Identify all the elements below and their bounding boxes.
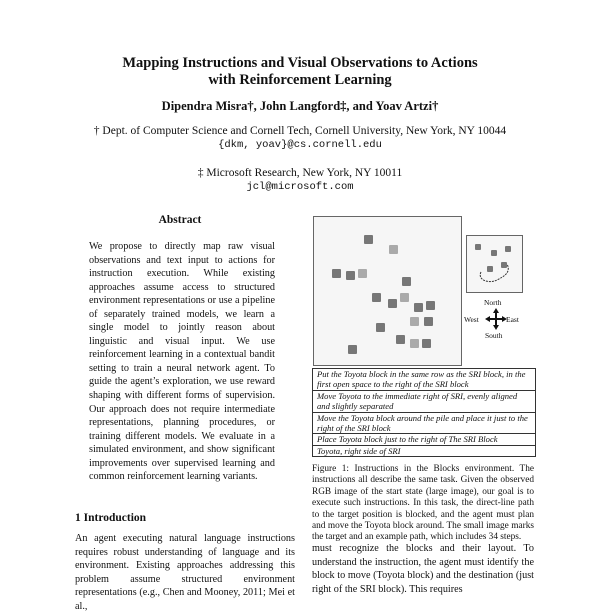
block	[410, 317, 419, 326]
block	[491, 250, 497, 256]
instruction-row: Move the Toyota block around the pile and place it just to the right of the SRI block	[313, 413, 535, 435]
abstract-text: We propose to directly map raw visual observations and text input to actions for instruction execution. While existing approaches assume access to structured environment representations or use a pipeline of separately trained models, we learn a single model to jointly reason about linguistic and visual input. We use reinforcement learning in a contextual bandit setting to train a neural network agent. To guide the agent’s exploration, we use reward shaping with different forms of supervision. Our approach does not require intermediate representations, planning procedures, or training different models. We evaluate in a simulated environment, and show significant improvements over supervised learning and common reinforcement learning variants.	[89, 241, 275, 483]
instruction-row: Move Toyota to the immediate right of SRI, evenly aligned and slightly separated	[313, 391, 535, 413]
section-heading-introduction: 1 Introduction	[75, 512, 147, 524]
compass-north: North	[484, 298, 502, 307]
block	[402, 277, 411, 286]
introduction-text: An agent executing natural language instructions requires robust understanding of language and its environment. Existing approaches addressing this problem assume structured environment representations (e.g., Chen and Mooney, 2011; Mei et al.,	[75, 533, 295, 612]
block	[422, 339, 431, 348]
block	[501, 262, 507, 268]
block	[372, 293, 381, 302]
instruction-row: Put the Toyota block in the same row as the SRI block, in the first open space to the right of the SRI block	[313, 369, 535, 391]
title-line-1: Mapping Instructions and Visual Observations to Actions	[122, 55, 478, 71]
compass-arrows-icon	[484, 307, 508, 331]
compass-east: East	[506, 315, 519, 324]
block	[364, 235, 373, 244]
instruction-table	[312, 368, 536, 457]
affiliation-1	[60, 124, 540, 152]
block	[424, 317, 433, 326]
block	[376, 323, 385, 332]
instruction-row: Place Toyota block just to the right of The SRI Block	[313, 434, 535, 445]
block	[414, 303, 423, 312]
block	[410, 339, 419, 348]
block	[346, 271, 355, 280]
authors: Dipendra Misra†, John Langford‡, and Yoav Artzi†	[161, 99, 439, 113]
block	[400, 293, 409, 302]
block	[358, 269, 367, 278]
compass-south: South	[485, 331, 503, 340]
block	[389, 245, 398, 254]
email-2: jcl@microsoft.com	[246, 181, 354, 193]
affiliation-1-text: † Dept. of Computer Science and Cornell Tech, Cornell University, New York, NY 10044	[93, 125, 507, 137]
block	[396, 335, 405, 344]
block	[332, 269, 341, 278]
block	[426, 301, 435, 310]
title-line-2: with Reinforcement Learning	[208, 72, 392, 88]
compass	[466, 298, 526, 343]
paper-title	[60, 55, 540, 89]
figure-caption: Figure 1: Instructions in the Blocks environment. The instructions all describe the same task. Given the observed RGB image of the start state (large image), our goal is to execute such instructions. In this task, the direct-line path to the target position is blocked, and the agent must plan and move the Toyota block around. The small image marks the target and an example path, which includes 34 steps.	[312, 464, 534, 543]
block	[388, 299, 397, 308]
start-state-image	[313, 216, 462, 366]
compass-west: West	[464, 315, 479, 324]
block	[505, 246, 511, 252]
block	[487, 266, 493, 272]
affiliation-2	[60, 166, 540, 194]
instruction-row: Toyota, right side of SRI	[317, 445, 401, 456]
block	[475, 244, 481, 250]
email-1: {dkm, yoav}@cs.cornell.edu	[218, 139, 382, 151]
block	[348, 345, 357, 354]
affiliation-2-text: ‡ Microsoft Research, New York, NY 10011	[197, 167, 403, 179]
abstract-heading: Abstract	[158, 214, 202, 226]
right-column-text: must recognize the blocks and their layout. To understand the instruction, the agent must identify the block to move (Toyota block) and the destination (just right of the SRI block). This requires	[312, 543, 534, 595]
target-state-image	[466, 235, 523, 293]
